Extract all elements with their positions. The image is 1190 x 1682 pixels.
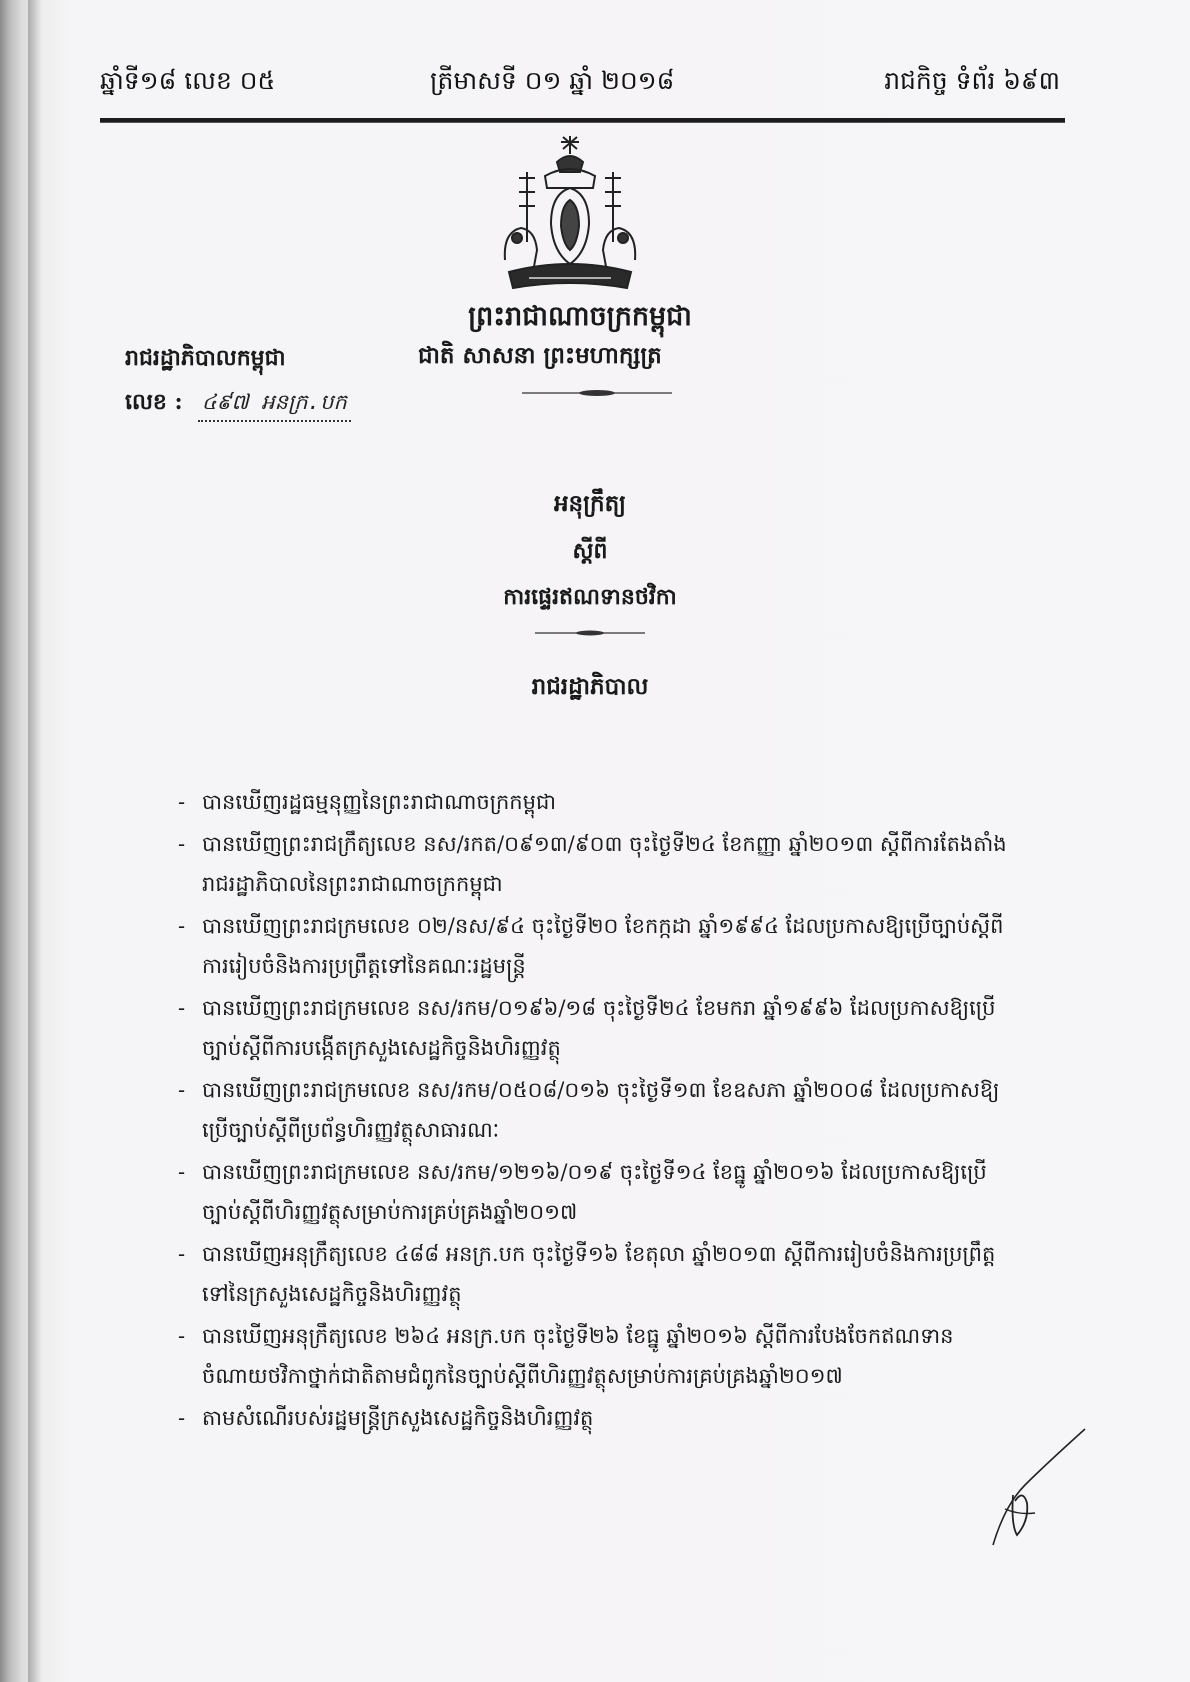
motto-divider [522, 388, 672, 398]
issuer-heading: រាជរដ្ឋាភិបាល [531, 673, 649, 700]
binding-shadow [28, 0, 42, 1682]
header-year-issue: ឆ្នាំទី១៨ លេខ ០៥ [100, 66, 276, 95]
royal-coat-of-arms-icon [495, 132, 645, 297]
title-divider [535, 628, 645, 638]
reference-label: លេខ : [125, 389, 183, 415]
national-motto: ជាតិ សាសនា ព្រះមហាក្សត្រ [418, 342, 662, 369]
header-rule [100, 118, 1065, 123]
gazette-header [100, 66, 1060, 110]
signature-mark [985, 1425, 1095, 1550]
kingdom-name: ព្រះរាជាណាចក្រកម្ពុជា [468, 301, 692, 332]
header-page: រាជកិច្ច ទំព័រ ៦៩៣ [884, 66, 1060, 95]
list-item: - បានឃើញព្រះរាជក្រឹត្យលេខ នស/រកត/០៩១៣/៩០៣ ចុះថ្ងៃទី២៤ ខែកញ្ញា ឆ្នាំ២០១៣ ស្តីពីការតែងតាំងរាជរដ្ឋាភិបាលនៃព្រះរាជាណាចក្រកម្ពុជា [178, 824, 1018, 904]
list-item: - បានឃើញអនុក្រឹត្យលេខ ២៦៤ អនក្រ.បក ចុះថ្ងៃទី២៦ ខែធ្នូ ឆ្នាំ២០១៦ ស្តីពីការបែងចែកឥណទានចំណាយថវិកាថ្នាក់ជាតិតាមជំពូកនៃច្បាប់ស្តីពីហិរញ្ញវត្ថុសម្រាប់ការគ្រប់គ្រងឆ្នាំ២០១៧ [178, 1316, 1018, 1396]
issuing-government: រាជរដ្ឋាភិបាលកម្ពុជា [125, 345, 286, 371]
decree-title [420, 490, 760, 629]
list-item: - បានឃើញព្រះរាជក្រមលេខ នស/រកម/០១៩៦/១៨ ចុះថ្ងៃទី២៤ ខែមករា ឆ្នាំ១៩៩៦ ដែលប្រកាសឱ្យប្រើច្បាប់ស្តីពីការបង្កើតក្រសួងសេដ្ឋកិច្ចនិងហិរញ្ញវត្ថុ [178, 988, 1018, 1068]
list-item: - បានឃើញព្រះរាជក្រមលេខ នស/រកម/០៥០៨/០១៦ ចុះថ្ងៃទី១៣ ខែឧសភា ឆ្នាំ២០០៨ ដែលប្រកាសឱ្យប្រើច្បាប់ស្តីពីប្រព័ន្ធហិរញ្ញវត្ថុសាធារណៈ [178, 1070, 1018, 1150]
reference-number: ៤៩៧ អនក្រ.បក [198, 389, 351, 422]
reference-line [125, 388, 351, 422]
list-item: - តាមសំណើរបស់រដ្ឋមន្ត្រីក្រសួងសេដ្ឋកិច្ចនិងហិរញ្ញវត្ថុ [178, 1398, 1018, 1438]
preamble-clauses [178, 782, 1018, 1440]
list-item: - បានឃើញរដ្ឋធម្មនុញ្ញនៃព្រះរាជាណាចក្រកម្ពុជា [178, 782, 1018, 822]
header-date: ត្រីមាសទី ០១ ឆ្នាំ ២០១៨ [430, 66, 675, 95]
list-item: - បានឃើញអនុក្រឹត្យលេខ ៤៨៨ អនក្រ.បក ចុះថ្ងៃទី១៦ ខែតុលា ឆ្នាំ២០១៣ ស្តីពីការរៀបចំនិងការប្រព្រឹត្តទៅនៃក្រសួងសេដ្ឋកិច្ចនិងហិរញ្ញវត្ថុ [178, 1234, 1018, 1314]
list-item: - បានឃើញព្រះរាជក្រមលេខ នស/រកម/១២១៦/០១៩ ចុះថ្ងៃទី១៤ ខែធ្នូ ឆ្នាំ២០១៦ ដែលប្រកាសឱ្យប្រើច្បាប់ស្តីពីហិរញ្ញវត្ថុសម្រាប់ការគ្រប់គ្រងឆ្នាំ២០១៧ [178, 1152, 1018, 1232]
decree-type: អនុក្រឹត្យ [553, 490, 627, 517]
decree-subject: ការផ្ទេរឥណទានថវិកា [503, 584, 677, 610]
decree-regarding: ស្តីពី [572, 538, 608, 564]
list-item: - បានឃើញព្រះរាជក្រមលេខ ០២/នស/៩៤ ចុះថ្ងៃទី២០ ខែកក្កដា ឆ្នាំ១៩៩៤ ដែលប្រកាសឱ្យប្រើច្បាប់ស្តីពីការរៀបចំនិងការប្រព្រឹត្តទៅនៃគណៈរដ្ឋមន្ត្រី [178, 906, 1018, 986]
